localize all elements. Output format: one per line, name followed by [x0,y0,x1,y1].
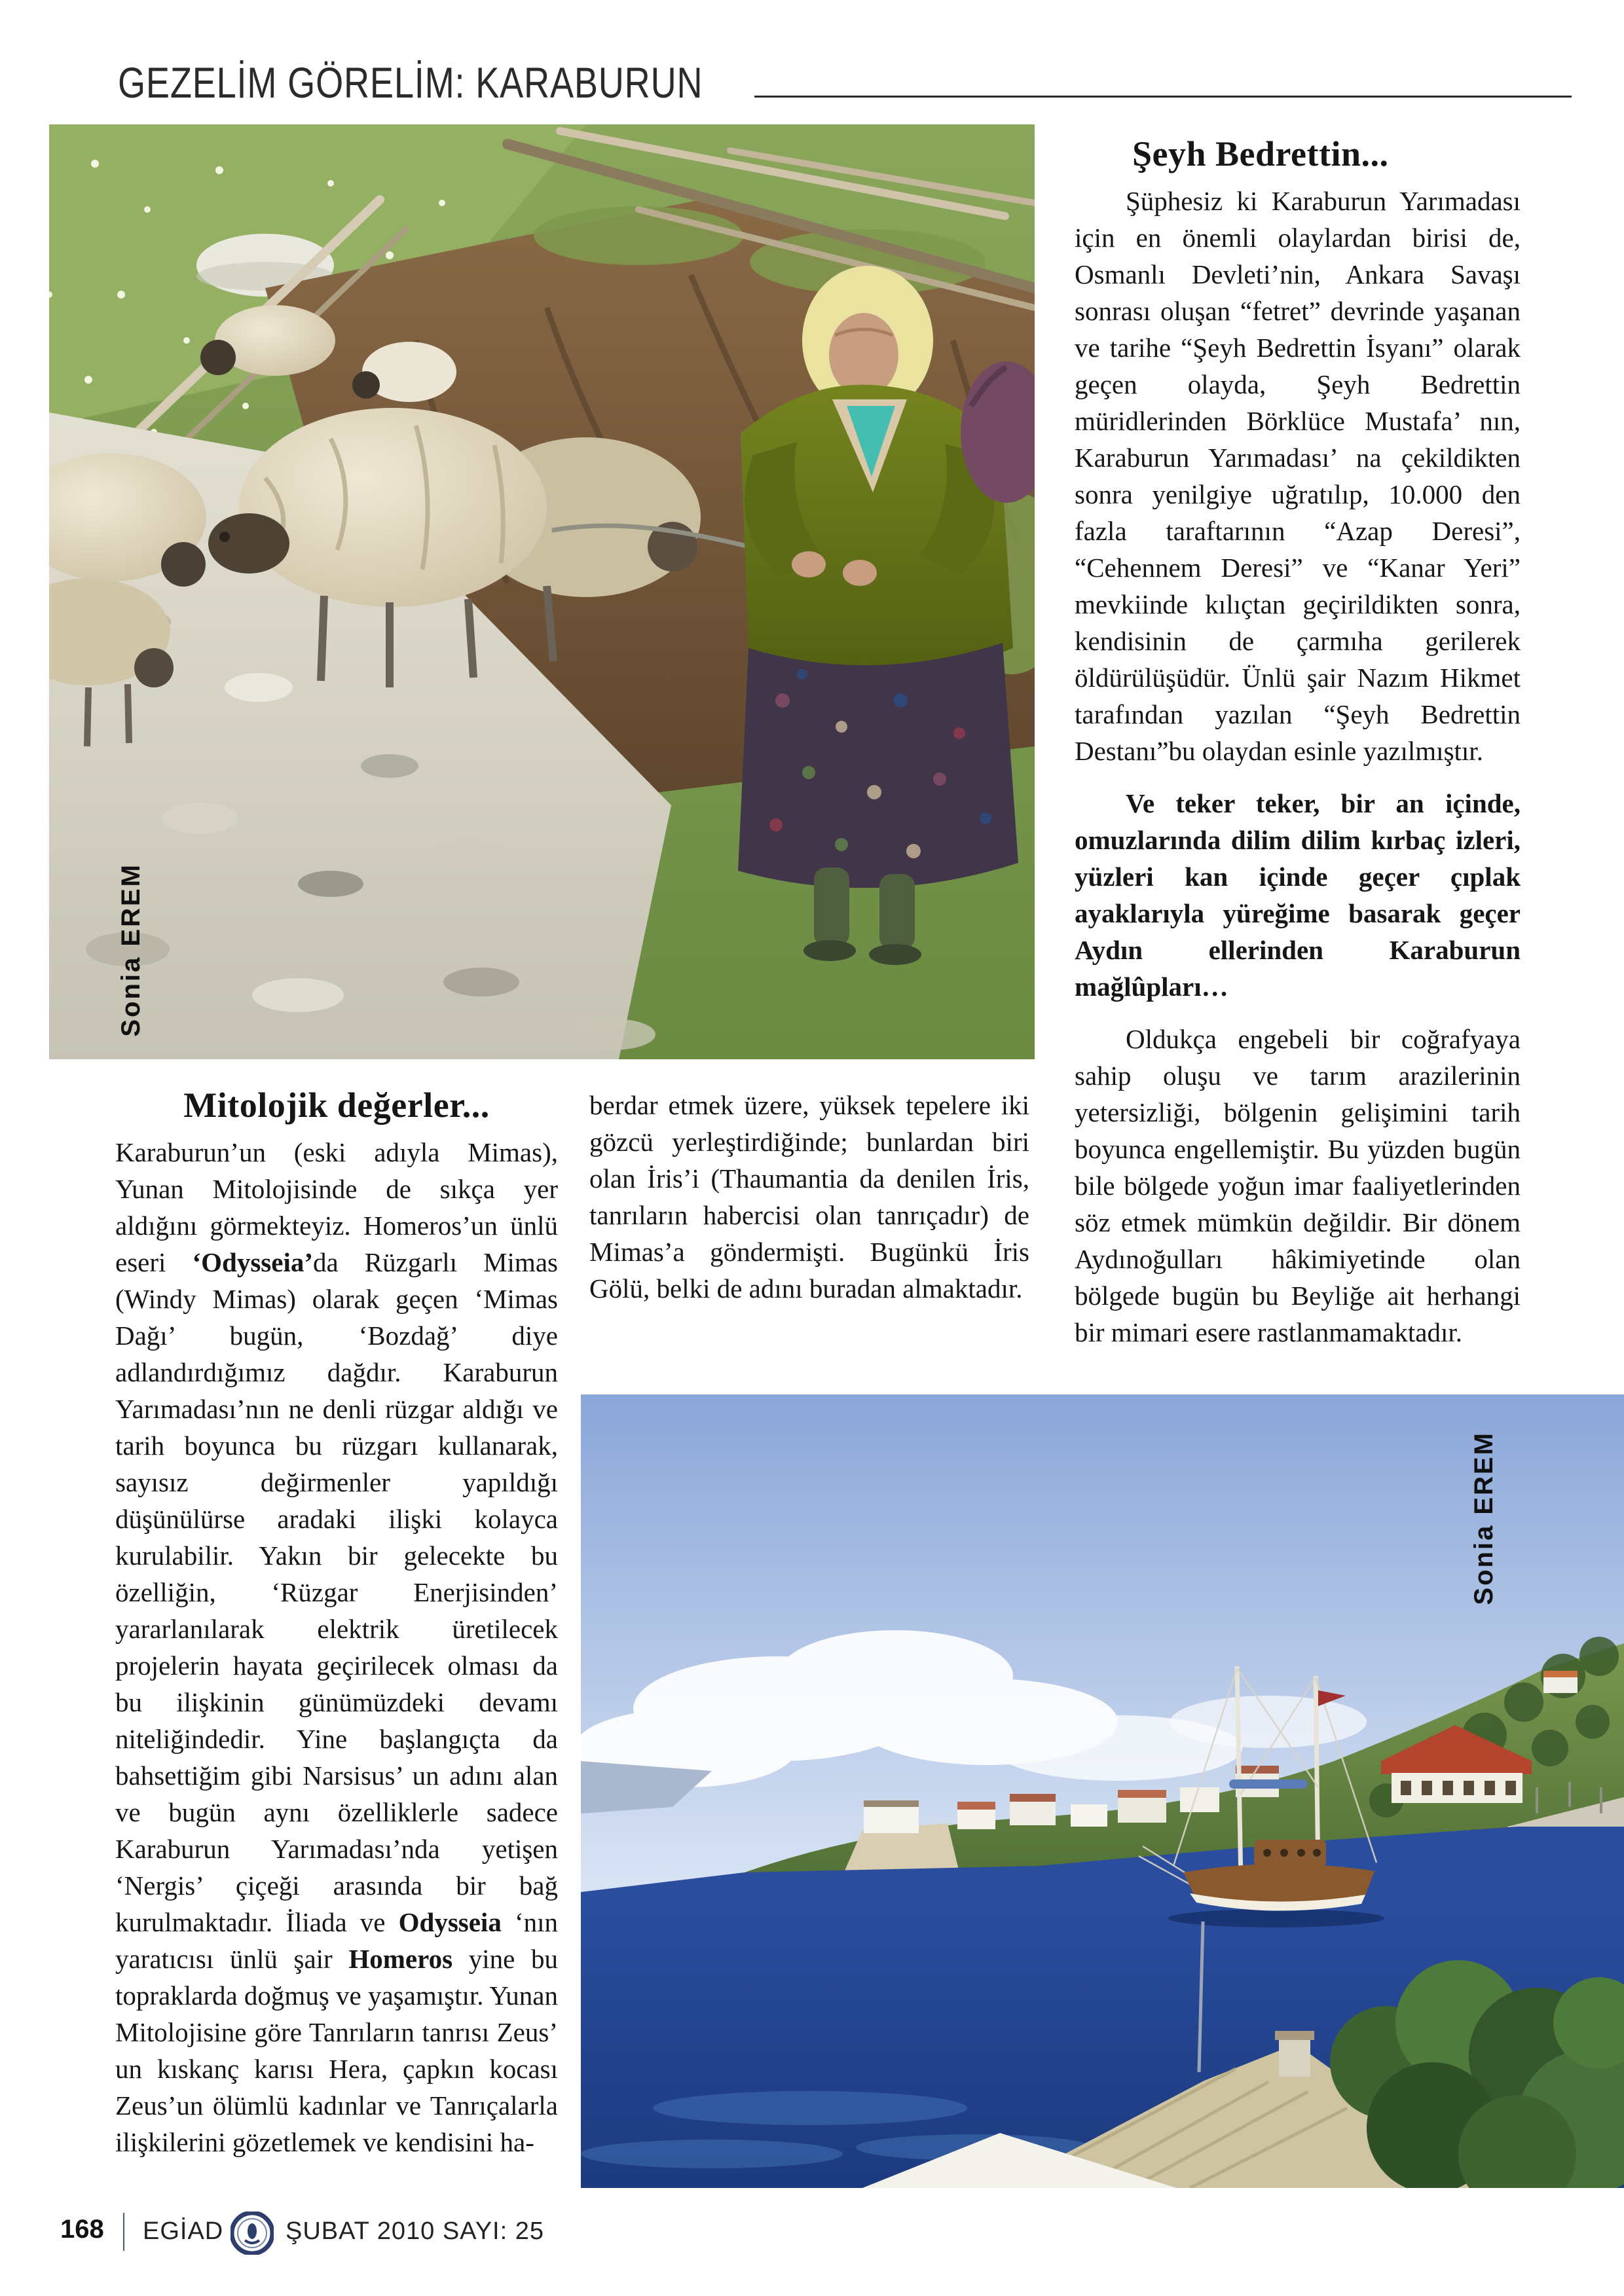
mythology-paragraph-col2: berdar etmek üzere, yüksek tepelere iki gözcü yerleştirdiğinde; bunlardan biri olan İris’i (Thaumantia da denilen İris, tanrıların habercisi olan tanrıçadır) de Mimas’a göndermişti. Bugünkü İris Gölü, belki de adını buradan almaktadır. [589,1090,1029,1303]
harbor-photo [581,1394,1624,2188]
harbor-photo-scene [581,1394,1624,2188]
sheikh-heading: Şeyh Bedrettin... [1132,134,1389,173]
article-mythology-column-2 [589,1087,1029,1322]
egiad-logo-icon [231,2212,274,2255]
footer-page-number: 168 [60,2215,104,2244]
sheikh-paragraph-2-quote: Ve teker teker, bir an içinde, omuzlarında dilim dilim kırbaç izleri, yüzleri kan içinde geçer çıplak ayaklarıyla yüreğime basarak geçer Aydın ellerinden Karaburun mağlûpları… [1075,788,1521,1002]
footer-divider [123,2213,124,2251]
article-sheikh-column [1075,134,1521,1366]
footer-magazine-name: EGİAD [143,2217,224,2245]
shepherd-photo-scene [49,124,1035,1059]
footer-issue-info: ŞUBAT 2010 SAYI: 25 [286,2217,544,2245]
mythology-paragraph-col1: Karaburun’un (eski adıyla Mimas), Yunan Mitolojisinde de sıkça yer aldığını görmekteyiz. Homeros’un ünlü eseri ‘Odysseia’da Rüzgarlı Mimas (Windy Mimas) olarak geçen ‘Mimas Dağı’ bugün, ‘Bozdağ’ diye adlandırdığımız dağdır. Karaburun Yarımadası’nın ne denli rüzgar aldığı ve tarih boyunca bu rüzgarı kullanarak, sayısız değirmenler yapıldığı düşünülürse aradaki ilişki kolayca kurulabilir. Yakın bir gelecekte bu özelliğin, ‘Rüzgar Enerjisinden’ yararlanılarak elektrik üretilecek projelerin hayata geçirilecek olması da bu ilişkinin günümüzdeki devamı niteliğindedir. Yine başlangıçta da bahsettiğim gibi Narsisus’ un adını alan ve bugün aynı özelliklerle sadece Karaburun Yarımadası’nda yetişen ‘Nergis’ çiçeği arasında bir bağ kurulmaktadır. İliada ve Odysseia ‘nın yaratıcısı ünlü şair Homeros yine bu topraklarda doğmuş ve yaşamıştır. Yunan Mitolojisine göre Tanrıların tanrısı Zeus’ un kıskanç karısı Hera, çapkın kocası Zeus’un ölümlü kadınlar ve Tanrıçalarla ilişkilerini gözetlemek ve kendisini ha- [115,1137,558,2157]
photo-credit-bottom: Sonia EREM [1469,1431,1498,1605]
sheikh-paragraph-3: Oldukça engebeli bir coğrafyaya sahip oluşu ve tarım arazilerinin yetersizliği, bölgenin gelişimini tarih boyunca engellemiştir. Bu yüzden bugün bile bölgede yoğun imar faaliyetlerinden söz etmek mümkün değildir. Bir dönem Aydınoğulları hâkimiyetinde olan bölgede bugün bu Beyliğe ait herhangi bir mimari esere rastlanmamaktadır. [1075,1024,1521,1347]
header-rule [754,96,1572,98]
article-mythology-column-1 [115,1085,558,2176]
page-kicker-title: GEZELİM GÖRELİM: KARABURUN [118,58,703,107]
mythology-heading: Mitolojik değerler... [183,1085,490,1125]
photo-credit-top: Sonia EREM [117,863,145,1037]
shepherd-photo [49,124,1035,1059]
sheikh-paragraph-1: Şüphesiz ki Karaburun Yarımadası için en önemli olaylardan birisi de, Osmanlı Devleti’nin, Ankara Savaşı sonrası oluşan “fetret” devrinde yaşanan ve tarihe “Şeyh Bedrettin İsyanı” olarak geçen olayda, Şeyh Bedrettin müridlerinden Börklüce Mustafa’ nın, Karaburun Yarımadası’ na çekildikten sonra yenilgiye uğratılıp, 10.000 den fazla taraftarının “Azap Deresi”, “Cehennem Deresi” ve “Kanar Yeri” mevkiinde kılıçtan geçirildikten sonra, kendisinin de çarmıha gerilerek öldürülüşüdür. Ünlü şair Nazım Hikmet tarafından yazılan “Şeyh Bedrettin Destanı”bu olaydan esinle yazılmıştır. [1075,186,1521,766]
